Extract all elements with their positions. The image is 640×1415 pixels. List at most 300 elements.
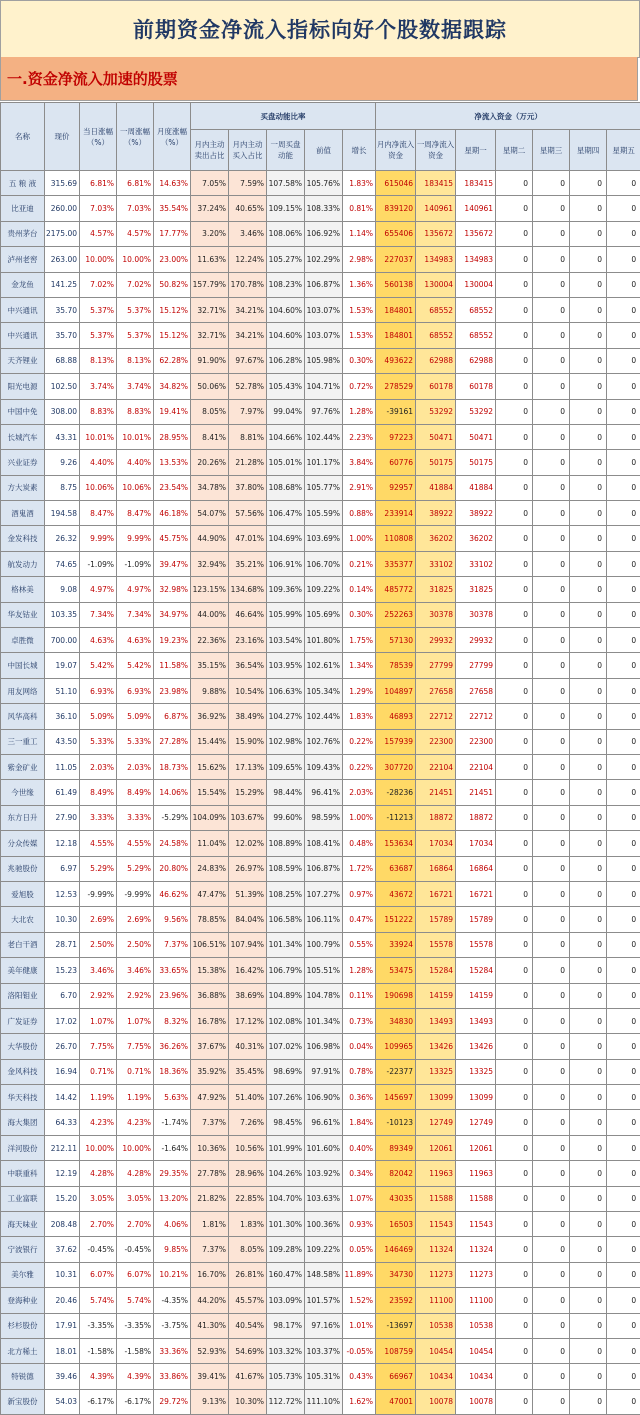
stock-name-cell: 兴业证券 (1, 450, 45, 475)
sell-ratio-cell: 7.05% (191, 171, 229, 196)
thu-value-cell: 0 (570, 932, 607, 957)
tue-value-cell: 0 (496, 221, 533, 246)
buy-ratio-cell: 107.94% (229, 932, 267, 957)
week-change-cell: 2.92% (117, 983, 154, 1008)
stock-name-cell: 洋河股份 (1, 1135, 45, 1160)
stock-name-cell: 华天科技 (1, 1085, 45, 1110)
week-change-cell: 5.42% (117, 653, 154, 678)
week-net-cell: 50175 (416, 450, 456, 475)
week-power-cell: 107.02% (267, 1034, 305, 1059)
sell-ratio-cell: 15.38% (191, 958, 229, 983)
month-net-cell: -10123 (376, 1110, 416, 1135)
buy-ratio-cell: 22.85% (229, 1186, 267, 1211)
growth-cell: 1.75% (343, 628, 376, 653)
month-net-cell: 184801 (376, 297, 416, 322)
growth-cell: 1.34% (343, 653, 376, 678)
stock-name-cell: 中联重科 (1, 1161, 45, 1186)
month-change-cell: 5.63% (154, 1085, 191, 1110)
table-row (1, 729, 640, 754)
fri-value-cell: 0 (607, 1008, 640, 1033)
thu-value-cell: 0 (570, 1135, 607, 1160)
buy-ratio-cell: 45.57% (229, 1288, 267, 1313)
growth-cell: 0.72% (343, 374, 376, 399)
buy-ratio-cell: 57.56% (229, 501, 267, 526)
week-power-cell: 109.36% (267, 577, 305, 602)
month-change-cell: 24.58% (154, 831, 191, 856)
mon-value-cell: 11963 (456, 1161, 496, 1186)
week-change-cell: 5.37% (117, 323, 154, 348)
buy-ratio-cell: 34.21% (229, 323, 267, 348)
buy-ratio-cell: 37.80% (229, 475, 267, 500)
header-week-net: 一周净流入资金 (416, 130, 456, 171)
buy-ratio-cell: 12.02% (229, 831, 267, 856)
price-cell: 6.97 (45, 856, 80, 881)
month-change-cell: 18.36% (154, 1059, 191, 1084)
fri-value-cell: 0 (607, 1161, 640, 1186)
price-cell: 102.50 (45, 374, 80, 399)
buy-ratio-cell: 170.78% (229, 272, 267, 297)
month-net-cell: 78539 (376, 653, 416, 678)
fri-value-cell: 0 (607, 881, 640, 906)
tue-value-cell: 0 (496, 1288, 533, 1313)
day-change-cell: 8.47% (80, 501, 117, 526)
mon-value-cell: 134983 (456, 247, 496, 272)
table-row (1, 1389, 640, 1414)
month-change-cell: 62.28% (154, 348, 191, 373)
month-change-cell: 34.82% (154, 374, 191, 399)
week-power-cell: 108.06% (267, 221, 305, 246)
day-change-cell: 8.13% (80, 348, 117, 373)
thu-value-cell: 0 (570, 399, 607, 424)
wed-value-cell: 0 (533, 602, 570, 627)
wed-value-cell: 0 (533, 348, 570, 373)
wed-value-cell: 0 (533, 780, 570, 805)
week-power-cell: 103.09% (267, 1288, 305, 1313)
growth-cell: 0.36% (343, 1085, 376, 1110)
thu-value-cell: 0 (570, 856, 607, 881)
wed-value-cell: 0 (533, 577, 570, 602)
growth-cell: 0.47% (343, 907, 376, 932)
prev-value-cell: 106.90% (305, 1085, 343, 1110)
buy-ratio-cell: 52.78% (229, 374, 267, 399)
sell-ratio-cell: 36.88% (191, 983, 229, 1008)
tue-value-cell: 0 (496, 831, 533, 856)
fri-value-cell: 0 (607, 602, 640, 627)
thu-value-cell: 0 (570, 881, 607, 906)
week-power-cell: 109.65% (267, 754, 305, 779)
tue-value-cell: 0 (496, 1059, 533, 1084)
tue-value-cell: 0 (496, 577, 533, 602)
thu-value-cell: 0 (570, 678, 607, 703)
prev-value-cell: 105.98% (305, 348, 343, 373)
month-net-cell: 227037 (376, 247, 416, 272)
wed-value-cell: 0 (533, 424, 570, 449)
wed-value-cell: 0 (533, 754, 570, 779)
mon-value-cell: 12061 (456, 1135, 496, 1160)
price-cell: 11.05 (45, 754, 80, 779)
week-net-cell: 10078 (416, 1389, 456, 1414)
fri-value-cell: 0 (607, 958, 640, 983)
day-change-cell: 8.49% (80, 780, 117, 805)
tue-value-cell: 0 (496, 1313, 533, 1338)
table-row (1, 881, 640, 906)
wed-value-cell: 0 (533, 932, 570, 957)
day-change-cell: 3.33% (80, 805, 117, 830)
month-net-cell: 252263 (376, 602, 416, 627)
wed-value-cell: 0 (533, 551, 570, 576)
prev-value-cell: 103.07% (305, 323, 343, 348)
table-row (1, 399, 640, 424)
tue-value-cell: 0 (496, 907, 533, 932)
month-change-cell: 23.96% (154, 983, 191, 1008)
sell-ratio-cell: 22.36% (191, 628, 229, 653)
month-net-cell: 60776 (376, 450, 416, 475)
week-change-cell: 4.57% (117, 221, 154, 246)
thu-value-cell: 0 (570, 1237, 607, 1262)
growth-cell: 1.00% (343, 526, 376, 551)
month-change-cell: 27.28% (154, 729, 191, 754)
prev-value-cell: 101.17% (305, 450, 343, 475)
stock-name-cell: 比亚迪 (1, 196, 45, 221)
buy-ratio-cell: 10.30% (229, 1389, 267, 1414)
price-cell: 315.69 (45, 171, 80, 196)
mon-value-cell: 29932 (456, 628, 496, 653)
week-power-cell: 98.45% (267, 1110, 305, 1135)
month-change-cell: 50.82% (154, 272, 191, 297)
week-change-cell: 8.49% (117, 780, 154, 805)
week-power-cell: 101.30% (267, 1212, 305, 1237)
wed-value-cell: 0 (533, 704, 570, 729)
week-change-cell: 3.33% (117, 805, 154, 830)
stock-name-cell: 中国长城 (1, 653, 45, 678)
sell-ratio-cell: 157.79% (191, 272, 229, 297)
price-cell: 12.18 (45, 831, 80, 856)
sell-ratio-cell: 47.47% (191, 881, 229, 906)
fri-value-cell: 0 (607, 1186, 640, 1211)
table-row (1, 831, 640, 856)
sell-ratio-cell: 20.26% (191, 450, 229, 475)
week-power-cell: 105.27% (267, 247, 305, 272)
week-power-cell: 102.98% (267, 729, 305, 754)
month-net-cell: 108759 (376, 1338, 416, 1363)
week-net-cell: 31825 (416, 577, 456, 602)
growth-cell: 1.72% (343, 856, 376, 881)
week-change-cell: 2.69% (117, 907, 154, 932)
week-power-cell: 107.58% (267, 171, 305, 196)
day-change-cell: 9.99% (80, 526, 117, 551)
sell-ratio-cell: 7.37% (191, 1110, 229, 1135)
mon-value-cell: 130004 (456, 272, 496, 297)
buy-ratio-cell: 46.64% (229, 602, 267, 627)
wed-value-cell: 0 (533, 1161, 570, 1186)
sell-ratio-cell: 52.93% (191, 1338, 229, 1363)
month-net-cell: 23592 (376, 1288, 416, 1313)
month-net-cell: 655406 (376, 221, 416, 246)
header-group-buy-power: 买盘动能比率 (191, 103, 376, 130)
week-power-cell: 104.60% (267, 323, 305, 348)
growth-cell: 0.22% (343, 754, 376, 779)
prev-value-cell: 97.76% (305, 399, 343, 424)
day-change-cell: 2.69% (80, 907, 117, 932)
mon-value-cell: 60178 (456, 374, 496, 399)
month-net-cell: 97223 (376, 424, 416, 449)
stock-name-cell: 美年健康 (1, 958, 45, 983)
fri-value-cell: 0 (607, 754, 640, 779)
price-cell: 10.31 (45, 1262, 80, 1287)
week-power-cell: 109.15% (267, 196, 305, 221)
day-change-cell: 10.00% (80, 1135, 117, 1160)
week-power-cell: 109.28% (267, 1237, 305, 1262)
buy-ratio-cell: 134.68% (229, 577, 267, 602)
thu-value-cell: 0 (570, 526, 607, 551)
month-net-cell: 63687 (376, 856, 416, 881)
week-net-cell: 140961 (416, 196, 456, 221)
day-change-cell: 4.63% (80, 628, 117, 653)
table-row (1, 678, 640, 703)
week-power-cell: 106.63% (267, 678, 305, 703)
sell-ratio-cell: 35.15% (191, 653, 229, 678)
growth-cell: 1.53% (343, 297, 376, 322)
thu-value-cell: 0 (570, 1186, 607, 1211)
week-net-cell: 18872 (416, 805, 456, 830)
month-net-cell: 82042 (376, 1161, 416, 1186)
sell-ratio-cell: 9.88% (191, 678, 229, 703)
stock-name-cell: 工业富联 (1, 1186, 45, 1211)
stock-name-cell: 中兴通讯 (1, 297, 45, 322)
sell-ratio-cell: 8.05% (191, 399, 229, 424)
month-change-cell: 29.72% (154, 1389, 191, 1414)
sell-ratio-cell: 16.70% (191, 1262, 229, 1287)
week-net-cell: 21451 (416, 780, 456, 805)
wed-value-cell: 0 (533, 1313, 570, 1338)
day-change-cell: 10.00% (80, 247, 117, 272)
table-row (1, 1085, 640, 1110)
buy-ratio-cell: 10.56% (229, 1135, 267, 1160)
price-cell: 14.42 (45, 1085, 80, 1110)
stock-name-cell: 阳光电源 (1, 374, 45, 399)
thu-value-cell: 0 (570, 247, 607, 272)
thu-value-cell: 0 (570, 704, 607, 729)
sell-ratio-cell: 44.00% (191, 602, 229, 627)
table-row (1, 374, 640, 399)
fri-value-cell: 0 (607, 628, 640, 653)
fri-value-cell: 0 (607, 272, 640, 297)
buy-ratio-cell: 38.49% (229, 704, 267, 729)
month-net-cell: 16503 (376, 1212, 416, 1237)
mon-value-cell: 53292 (456, 399, 496, 424)
thu-value-cell: 0 (570, 1313, 607, 1338)
month-net-cell: 151222 (376, 907, 416, 932)
table-row (1, 1008, 640, 1033)
growth-cell: 1.00% (343, 805, 376, 830)
sell-ratio-cell: 123.15% (191, 577, 229, 602)
prev-value-cell: 101.60% (305, 1135, 343, 1160)
month-net-cell: 66967 (376, 1364, 416, 1389)
tue-value-cell: 0 (496, 348, 533, 373)
stock-name-cell: 长城汽车 (1, 424, 45, 449)
growth-cell: 0.34% (343, 1161, 376, 1186)
week-net-cell: 11100 (416, 1288, 456, 1313)
mon-value-cell: 140961 (456, 196, 496, 221)
month-net-cell: -39161 (376, 399, 416, 424)
month-net-cell: 43672 (376, 881, 416, 906)
day-change-cell: 10.06% (80, 475, 117, 500)
thu-value-cell: 0 (570, 1338, 607, 1363)
growth-cell: 0.73% (343, 1008, 376, 1033)
prev-value-cell: 104.78% (305, 983, 343, 1008)
month-change-cell: 33.86% (154, 1364, 191, 1389)
week-change-cell: 10.01% (117, 424, 154, 449)
month-change-cell: 46.18% (154, 501, 191, 526)
month-net-cell: 839120 (376, 196, 416, 221)
week-change-cell: 5.09% (117, 704, 154, 729)
thu-value-cell: 0 (570, 628, 607, 653)
fri-value-cell: 0 (607, 577, 640, 602)
tue-value-cell: 0 (496, 1364, 533, 1389)
week-change-cell: 8.13% (117, 348, 154, 373)
week-net-cell: 13325 (416, 1059, 456, 1084)
day-change-cell: 4.39% (80, 1364, 117, 1389)
header-buy-ratio: 月内主动买入占比 (229, 130, 267, 171)
table-row (1, 323, 640, 348)
week-change-cell: 10.06% (117, 475, 154, 500)
growth-cell: 1.28% (343, 399, 376, 424)
week-net-cell: 17034 (416, 831, 456, 856)
tue-value-cell: 0 (496, 196, 533, 221)
sell-ratio-cell: 15.44% (191, 729, 229, 754)
fri-value-cell: 0 (607, 323, 640, 348)
table-row (1, 805, 640, 830)
stock-name-cell: 广发证券 (1, 1008, 45, 1033)
stock-name-cell: 宁波银行 (1, 1237, 45, 1262)
table-row (1, 577, 640, 602)
wed-value-cell: 0 (533, 1135, 570, 1160)
thu-value-cell: 0 (570, 983, 607, 1008)
growth-cell: 0.88% (343, 501, 376, 526)
month-net-cell: 233914 (376, 501, 416, 526)
week-net-cell: 30378 (416, 602, 456, 627)
month-change-cell: 6.87% (154, 704, 191, 729)
mon-value-cell: 11324 (456, 1237, 496, 1262)
tue-value-cell: 0 (496, 856, 533, 881)
wed-value-cell: 0 (533, 399, 570, 424)
buy-ratio-cell: 40.65% (229, 196, 267, 221)
price-cell: 9.08 (45, 577, 80, 602)
prev-value-cell: 102.44% (305, 424, 343, 449)
month-change-cell: 13.20% (154, 1186, 191, 1211)
tue-value-cell: 0 (496, 475, 533, 500)
prev-value-cell: 105.69% (305, 602, 343, 627)
day-change-cell: 6.07% (80, 1262, 117, 1287)
wed-value-cell: 0 (533, 653, 570, 678)
day-change-cell: 1.19% (80, 1085, 117, 1110)
fri-value-cell: 0 (607, 1212, 640, 1237)
week-power-cell: 103.54% (267, 628, 305, 653)
day-change-cell: -3.35% (80, 1313, 117, 1338)
sell-ratio-cell: 39.41% (191, 1364, 229, 1389)
buy-ratio-cell: 26.97% (229, 856, 267, 881)
growth-cell: 2.91% (343, 475, 376, 500)
month-change-cell: -4.35% (154, 1288, 191, 1313)
buy-ratio-cell: 51.39% (229, 881, 267, 906)
month-net-cell: 157939 (376, 729, 416, 754)
sell-ratio-cell: 15.62% (191, 754, 229, 779)
mon-value-cell: 68552 (456, 297, 496, 322)
fri-value-cell: 0 (607, 983, 640, 1008)
week-change-cell: 6.93% (117, 678, 154, 703)
day-change-cell: 5.29% (80, 856, 117, 881)
month-net-cell: 184801 (376, 323, 416, 348)
stock-name-cell: 紫金矿业 (1, 754, 45, 779)
week-power-cell: 103.32% (267, 1338, 305, 1363)
week-power-cell: 106.47% (267, 501, 305, 526)
thu-value-cell: 0 (570, 221, 607, 246)
sell-ratio-cell: 41.30% (191, 1313, 229, 1338)
week-net-cell: 50471 (416, 424, 456, 449)
wed-value-cell: 0 (533, 1212, 570, 1237)
buy-ratio-cell: 26.81% (229, 1262, 267, 1287)
month-net-cell: 109965 (376, 1034, 416, 1059)
growth-cell: 0.14% (343, 577, 376, 602)
day-change-cell: 7.02% (80, 272, 117, 297)
price-cell: 103.35 (45, 602, 80, 627)
mon-value-cell: 11543 (456, 1212, 496, 1237)
week-change-cell: 3.74% (117, 374, 154, 399)
thu-value-cell: 0 (570, 1288, 607, 1313)
prev-value-cell: 111.10% (305, 1389, 343, 1414)
day-change-cell: 7.34% (80, 602, 117, 627)
mon-value-cell: 22300 (456, 729, 496, 754)
fri-value-cell: 0 (607, 831, 640, 856)
week-net-cell: 13493 (416, 1008, 456, 1033)
week-net-cell: 13426 (416, 1034, 456, 1059)
tue-value-cell: 0 (496, 501, 533, 526)
header-mon: 星期一 (456, 130, 496, 171)
growth-cell: 0.11% (343, 983, 376, 1008)
table-row (1, 1161, 640, 1186)
month-net-cell: 493622 (376, 348, 416, 373)
wed-value-cell: 0 (533, 1059, 570, 1084)
month-change-cell: 45.75% (154, 526, 191, 551)
week-power-cell: 160.47% (267, 1262, 305, 1287)
week-net-cell: 15578 (416, 932, 456, 957)
thu-value-cell: 0 (570, 907, 607, 932)
price-cell: 26.32 (45, 526, 80, 551)
table-row (1, 450, 640, 475)
month-change-cell: 33.65% (154, 958, 191, 983)
growth-cell: 1.29% (343, 678, 376, 703)
growth-cell: -0.05% (343, 1338, 376, 1363)
wed-value-cell: 0 (533, 450, 570, 475)
price-cell: 263.00 (45, 247, 80, 272)
table-row (1, 602, 640, 627)
growth-cell: 1.84% (343, 1110, 376, 1135)
day-change-cell: 0.71% (80, 1059, 117, 1084)
week-net-cell: 22712 (416, 704, 456, 729)
sell-ratio-cell: 21.82% (191, 1186, 229, 1211)
month-change-cell: 9.56% (154, 907, 191, 932)
week-power-cell: 106.28% (267, 348, 305, 373)
month-change-cell: 32.98% (154, 577, 191, 602)
day-change-cell: 5.09% (80, 704, 117, 729)
day-change-cell: 4.28% (80, 1161, 117, 1186)
sell-ratio-cell: 8.41% (191, 424, 229, 449)
mon-value-cell: 33102 (456, 551, 496, 576)
prev-value-cell: 109.22% (305, 577, 343, 602)
buy-ratio-cell: 17.12% (229, 1008, 267, 1033)
stock-name-cell: 大北农 (1, 907, 45, 932)
week-power-cell: 104.89% (267, 983, 305, 1008)
